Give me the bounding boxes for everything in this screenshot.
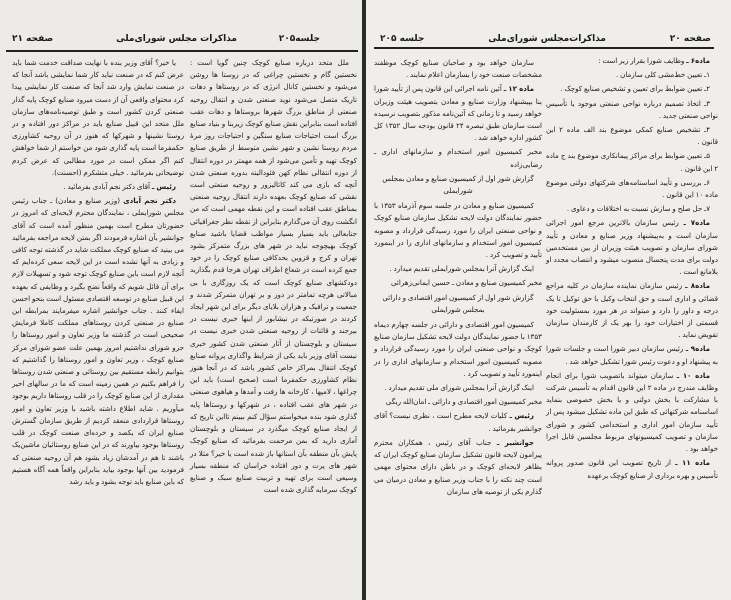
paragraph-text: رئیس سازمان بالاترین مرجع امور اجرائی سازمان است و به‌پیشنهاد وزیر صنایع و معادن و تأیید شورای سازمان و تصویب هیئت وزیران از بین مستخدمین دولت برای مدت پنجسال منصوب میشود و انتصاب مجدد او بلامانع است . [546, 218, 718, 277]
paragraph [546, 83, 718, 95]
paragraph-lead: ماده۶ ـ [686, 56, 710, 65]
paragraph [546, 457, 718, 481]
page-header [366, 34, 731, 48]
paragraph-text: سازمان خواهد بود و صاحبان صنایع کوچک موظفند مشخصات صنعت خود را بسازمان اعلام نمایند . [374, 58, 542, 80]
paragraph-text: کمیسیون امور اقتصادی و دارائی در جلسه چهارم دیماه ۱۳۵۳ با حضور نمایندگان دولت لایحه تشکیل سازمان صنایع کوچک و نواحی صنعتی ایران را مورد رسیدگی قرارداد و مصوبه کمیسیون امور استخدام و سازمانهای اداری را در اینمورد تأیید و تصویب کرد . [374, 320, 542, 378]
paragraph-lead: دکتر نجم آبادی [123, 196, 177, 206]
paragraph [546, 280, 718, 341]
paragraph [374, 83, 542, 144]
paragraph [190, 57, 357, 496]
paragraph-lead: رئیس ـ [509, 411, 534, 421]
right-page [366, 0, 731, 600]
paragraph-text: گزارش شور اول از کمیسیون صنایع و معادن بمجلس شورایملی [382, 173, 534, 196]
paragraph-lead: ماده۹ ـ [685, 344, 711, 354]
paragraph [374, 200, 542, 261]
paragraph-text: جناب آقای رئیس ، همکاران محترم پیرامون لایحه قانون تشکیل سازمان صنایع کوچک ایران که بظاهر لایحه‌ای کوچک و در باطن دارای محتوای مهمی است چند نکته را با جناب وزیر صنایع و معادن درمیان می گذارم یکی از توصیه های سازمان [374, 437, 542, 496]
paragraph [374, 382, 542, 394]
column-left [374, 57, 542, 500]
paragraph-text: اینک گزارش آنرا بمجلس شورایملی تقدیم میدارد . [389, 264, 534, 274]
paragraph [12, 181, 184, 193]
paragraph [546, 69, 718, 81]
paragraph-text: ۶ـ بررسی و تأیید اساسنامه‌های شرکتهای دولتی موضوع ماده ۱۰ این قانون . [546, 177, 718, 200]
paragraph-text: (وزیر صنایع و معادن) ـ جناب رئیس مجلس شورایملی ، نمایندگان محترم لایحه‌ای که امروز در حضورتان مطرح است بهمین منظور آمده است که آقای جوانشیر بآن اشاره فرمودند اگر بمتن لایحه مراجعه بفرمائید می بینید که صنایع کوچک مملکت شاید در گذشته توجه کافی و زیادی به آنها نشده است در این لایحه سعی کرده‌ایم که آنچه لازم است باین صنایع کوچک توجه شود و تسهیلات لازم برای آن قائل شویم که واقعاً نضج بگیرد و وظایفی که بعهده این قبیل صنایع در توسعه اقتصادی مسئول است بنحو احسن ایفاء کنند . جناب جوانشیر اشاره میفرمایند بمرابطه این صنایع در صنعتی کردن روستاهای مملکت کاملا فرمایش صحیحی است در گذشته ما وزیر تعاون و امور روستاها را جزو شورای نداشتیم امروز بهمین علت عضو شورای مرکز صنایع کوچک ، وزیر تعاون و امور روستاها را گذاشتیم که بتوانیم رابطه مستقیم بین روستائی و صنعتی شدن روستاها را فراهم بکنیم در همین زمینه است که ما در سالهای اخیر مقداری از این صنایع کوچک را در قلب روستاها داریم بوجود میآوریم . شاید اطلاع داشته باشید با وزیر تعاون و امور روستاها قراردادی منعقد کردیم از طریق سازمان گسترش صنایع ایران که یکصد و خرده‌ای صنعت کوچک در قلب روستاها بوجود بیاورند که در این صنایع روستائیان ماشین‌یک باشند تا هم در آمدشان زیاد بشود هم آن روحیه صنعتی که فرمودید بین آنها بوجود بیاید بنابراین واقعاً همه آگاه هستیم که باین صنایع باید توجه بشود و باید رشد [12, 196, 184, 486]
paragraph [546, 55, 718, 67]
paragraph-text: کمیسیون صنایع و معادن در جلسه سوم آذرماه ۱۳۵۳ با حضور نمایندگان دولت لایحه تشکیل سازمان صنایع کوچک و نواحی صنعتی ایران را مورد رسیدگی قرارداد و مصوبه کمیسیون امور استخدام و سازمانهای اداری را در اینمورد تأیید و تصویب کرد . [374, 201, 542, 260]
page-header [0, 34, 362, 48]
header-rule [6, 50, 358, 52]
paragraph [546, 124, 718, 148]
paragraph-text: سازمان میتواند باتصویب شورا برای انجام وظایف مندرج در ماده ۲ این قانون اقدام به تأسیس شرکت با مشارکت با بخش دولتی و یا بخش خصوصی بنماید اساسنامه شرکتهائی که طبق این ماده تشکیل میشود پس از تأیید سازمان امور اداری و استخدامی کشور و شورای سازمان و تصویب کمیسیونهای مربوط مجلسین قابل اجرا خواهد بود . [546, 370, 718, 454]
paragraph [374, 410, 542, 434]
paragraph-text: آقای دکتر نجم آبادی بفرمائید . [63, 182, 150, 192]
paragraph [546, 343, 718, 367]
session-number: جلسه۲۰۵ [278, 34, 320, 44]
paragraph [546, 150, 718, 174]
paragraph-text: آئین نامه اجرائی این قانون پس از تأیید شورا بنا بپیشنهاد وزارت صنایع و معادن بتصویب هیئت وزیران خواهد رسید و تا زمانی که آئین‌نامه مذکور بتصویب نرسیده است سازمان طبق تبصره ۲۴ قانون بودجه سال ۱۳۵۲ کل کشور اداره خواهد شد . [374, 84, 542, 143]
paragraph [546, 98, 718, 122]
paragraph-text: وظایف شورا بقرار زیر است : [598, 56, 685, 65]
paragraph [546, 217, 718, 278]
paragraph-text: ۴ـ تشخیص صنایع کمکی موضوع بند الف ماده ۲ این قانون . [546, 125, 718, 147]
header-rule [374, 47, 714, 49]
paragraph-lead: ماده ۱۱ ـ [675, 458, 710, 468]
session-number: جلسه ۲۰۵ [380, 34, 425, 44]
paragraph-lead: رئیس ـ [151, 182, 176, 192]
paragraph-text: اینک گزارش آنرا بمجلس شورای ملی تقدیم میدارد . [384, 383, 534, 393]
column-right [190, 57, 357, 498]
paragraph-lead: ماده۷ ـ [683, 218, 711, 228]
paragraph-text: مخبر کمیسیون امور اقتصادی و دارائی ـ امان‌الله ریگی [385, 397, 542, 407]
paragraph [546, 177, 718, 201]
left-page [0, 0, 362, 600]
signature-line [374, 396, 542, 408]
paragraph-text: کلیات لایحه مطرح است ، نظری نیست؟ آقای جوانشیر بفرمائید . [374, 411, 542, 433]
header-title: مذاکرات‌مجلس شورای‌ملی [488, 34, 606, 44]
paragraph [374, 319, 542, 380]
paragraph-text: ۱ـ تعیین خط‌مشی کلی سازمان . [616, 70, 710, 80]
paragraph-lead: ماده ۱۰ ـ [676, 370, 710, 380]
paragraph-text: ملل متحد درباره صنایع کوچک چنین گویا است : نخستین گام و نخستین چراغی که در روستا ها روشن می‌شود و نخستین کانال انرژی که در روستاها و دهات تاریک متصل می‌شود نوید صنعتی شدن و انتقال روحیه صنعتی از مناطق بزرگ شهرها بروستاها و دهات عقب افتاده است بنابراین نقش صنایع کوچک زیربنا و بنیاد صنایع بزرگ است احتیاجات صنایع سنگین و احتیاجات روز مرهٔ مردم روستا نشین و شهر نشین متوسط از طریق صنایع کوچک تهیه و تأمین می‌شود از همه مهمتر در دوره انتقال از دوره انتقالی نظام کهن فئودالیته بدوره صنعتی شدن آنچه که بازی می کند کاتالیزور و روحیه صنعتی است نقشی که صنایع کوچک بعهده دارند انتقال روحیه صنعتی بمناطق عقب افتاده است و این نقطه مهمی است که من انگشت روی آن می‌گذارم بنابراین از نقطه نظر جغرافیائی جنابعالی باید بسیار بسیار مواظب قضایا باشید صنایع کوچک بهیچوجه نباید در شهر های بزرگ متمرکز بشود تهران و کرج و قزوین بحدکافی صنایع کوچک را در خود جمع کرده است در شعاع اطراف تهران هرجا قدم بگذارید دودکشهای صنایع کوچک است که یک روزگاری با بی مبالاتی هرچه تمامتر در دور و بر تهران متمرکز شدند و جمعیت و ترافیک و هزاران بلایای دیگر برای این شهر ایجاد کردند در صورتیکه در نیشابور از اینها خبری نیست در بیرجند و قائنات از روحیه صنعتی شدن خبری نیست در سیستان و بلوچستان از آثار صنعتی شدن کشور خبری نیست آقای وزیر باید یکی از شرایط واگذاری پروانه صنایع کوچک انتقال بمراکز خاص کشور باشد که در آنجا هنوز نظام کشاورزی حکمفرما است (صحیح است) باید این چراغها ، لامپها ، کارخانه ها رفت و آمدها و هیاهوی صنعتی در شهر های عقب افتاده ، در شهرکها و روستاها پایه گذاری شود بنده میخواستم سؤال کنم ببینم تااین تاریخ که از ایجاد صنایع کوچک میگذرد در سیستان و بلوچستان آماری دارید که بمن مرحمت بفرمائید که صنایع کوچک پایش بآن منطقه بآن استانها باز شده است یا خیر؟ مثلا در شهر های پرت و دور افتاده خراسان که منطقه بسیار وسیعی است برای تهیه و تربیت صنایع سبک و صنایع کوچک سرمایه گذاری شده است [190, 58, 357, 495]
paragraph [12, 195, 184, 488]
paragraph [374, 263, 542, 275]
paragraph-text: رئیس سازمان نماینده سازمان در کلیه مراجع قضائی و اداری است و حق انتخاب وکیل با حق توکیل تا یک درجه و داور را دارد و میتواند در هر مورد بمسئولیت خود قسمتی از اختیارات خود را بهر یک از کارمندان سازمان تفویض نماید . [546, 281, 718, 340]
column-right [546, 55, 718, 484]
paragraph-lead: جوانشیر ـ [496, 437, 534, 447]
paragraph-lead: ماده ۱۲ ـ [503, 84, 534, 94]
page-number: صفحه ۲۱ [12, 34, 54, 44]
report-heading [374, 173, 542, 197]
column-left [12, 57, 184, 490]
paragraph-text: ۷ـ حل صلح و سازش نسبت به اختلافات و دعاوی . [566, 204, 710, 214]
paragraph [374, 437, 542, 498]
paragraph-text: مخبر کمیسیون صنایع و معادن ـ حسین ایمانی‌زهرائی [391, 278, 542, 288]
paragraph-text: گزارش شور اول از کمیسیون امور اقتصادی و دارائی بمجلس شورایملی [382, 292, 534, 314]
header-title: مذاکرات مجلس شورای‌ملی [116, 34, 237, 44]
paragraph-lead: ماده۸ ـ [685, 281, 710, 291]
signature-line [374, 277, 542, 289]
signature-line [374, 146, 542, 170]
paragraph [374, 57, 542, 81]
paragraph-text: ۳ـ اتخاذ تصمیم درباره نواحی صنعتی موجود یا تأسیس نواحی صنعتی جدید . [546, 98, 718, 120]
paragraph [546, 370, 718, 455]
paragraph-text: یا خیر؟ آقای وزیر بنده با نهایت صداقت خدمت شما باید عرض کنم که در صنعت نباید کار شما نمایشی باشد آنجا که در صنعت نمایش وارد شد آنجا که صنعت کار نمایشی پیدا کرد محتوای واقعی آن از دست میرود صنایع کوچک پایه گذار صنعتی کردن کشور است و طبق توصیه‌نامه‌های سازمان ملل متحد این قبیل صنایع باید در مراکز دور افتاده و در روستا نشینها و شهرکها که هنوز در آن روحیه کشاورزی حکمفرما است پایه گذاری شود من خواستم از شما خواهش کنم اگر ممکن است در مورد مطالبی که عرض کردم توضیحاتی بفرمائید . خیلی متشکرم (احسنت). [12, 58, 184, 177]
paragraph-text: از تاریخ تصویب این قانون صدور پروانه تأسیس و بهره برداری از صنایع کوچک برعهده [546, 458, 718, 480]
paragraph-text: ۵ـ تعیین ضوابط برای مراکز پیمانکاری موضوع بند ج ماده ۲ این قانون . [546, 151, 718, 173]
paragraph [546, 203, 718, 215]
page-number: صفحه ۲۰ [669, 34, 711, 44]
paragraph-text: مخبر کمیسیون امور استخدام و سازمانهای اداری ـ رضایی‌زاده [374, 147, 542, 169]
paragraph-text: رئیس سازمان دبیر شورا است و جلسات شورا به پیشنهاد او و دعوت رئیس شورا تشکیل خواهد شد . [546, 344, 718, 366]
paragraph-text: ۲ـ تعیین ضوابط برای تعیین و تشخیص صنایع کوچک . [560, 84, 710, 94]
paragraph [12, 57, 184, 179]
report-heading [374, 292, 542, 316]
